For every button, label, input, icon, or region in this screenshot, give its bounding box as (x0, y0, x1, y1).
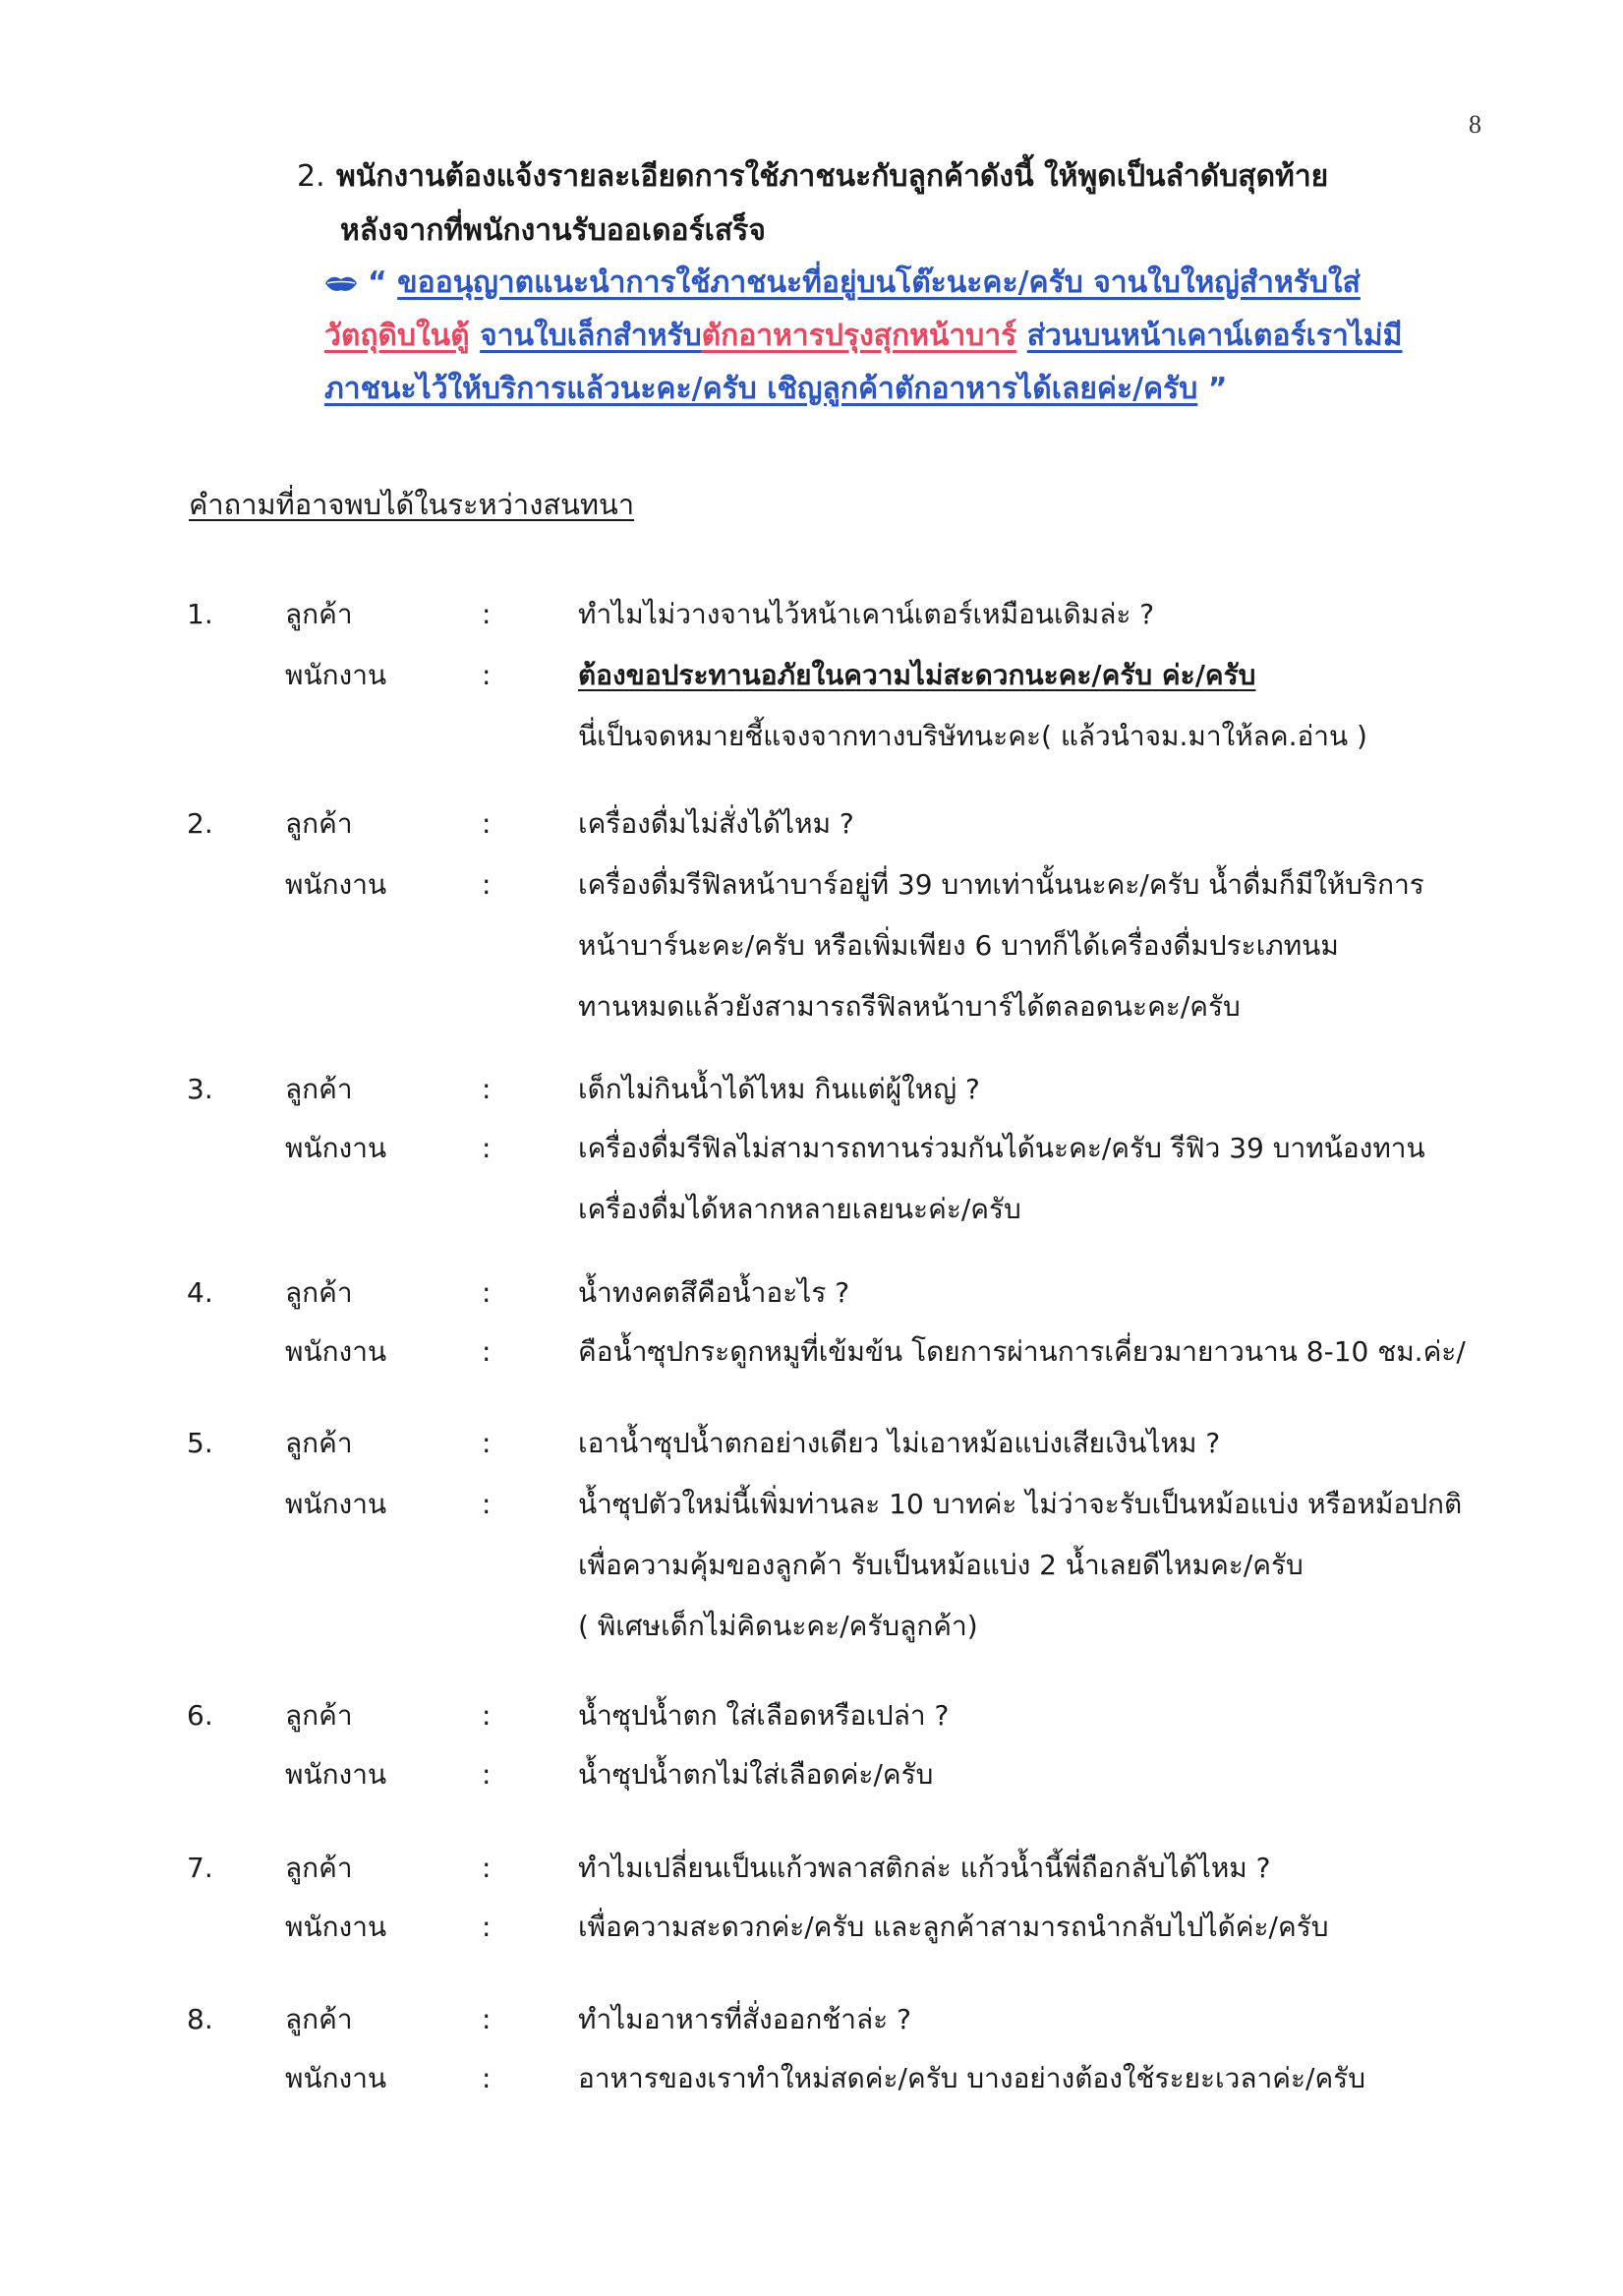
qa-number: 4. (187, 1276, 213, 1309)
customer-label: ลูกค้า (285, 1276, 353, 1309)
answer-line: เครื่องดื่มรีฟิลหน้าบาร์อยู่ที่ 39 บาทเท่านั้นนะคะ/ครับ น้ำดื่มก็มีให้บริการ (578, 868, 1424, 901)
staff-label: พนักงาน (285, 868, 387, 901)
question-text: ทำไมอาหารที่สั่งออกช้าล่ะ ? (578, 2003, 911, 2035)
lips-icon (324, 266, 358, 301)
question-text: น้ำซุปน้ำตก ใส่เลือดหรือเปล่า ? (578, 1699, 950, 1732)
intro-line-1 (297, 149, 1516, 204)
colon: : (482, 1335, 492, 1368)
staff-label: พนักงาน (285, 1758, 387, 1791)
answer-line: เครื่องดื่มได้หลากหลายเลยนะค่ะ/ครับ (578, 1193, 1021, 1225)
question-text: เครื่องดื่มไม่สั่งได้ไหม ? (578, 807, 854, 840)
staff-label: พนักงาน (285, 1911, 387, 1943)
answer-line: ทานหมดแล้วยังสามารถรีฟิลหน้าบาร์ได้ตลอดนะคะ/ครับ (578, 990, 1241, 1023)
section-heading: คำถามที่อาจพบได้ในระหว่างสนทนา (189, 488, 635, 521)
colon: : (482, 659, 492, 691)
qa-number: 3. (187, 1073, 213, 1105)
answer-line: อาหารของเราทำใหม่สดค่ะ/ครับ บางอย่างต้องใช้ระยะเวลาค่ะ/ครับ (578, 2062, 1365, 2094)
intro-text-1: พนักงานต้องแจ้งรายละเอียดการใช้ภาชนะกับลูกค้าดังนี้ ให้พูดเป็นลำดับสุดท้าย (336, 159, 1329, 194)
colon: : (482, 1758, 492, 1791)
answer-line: เพื่อความสะดวกค่ะ/ครับ และลูกค้าสามารถนำกลับไปได้ค่ะ/ครับ (578, 1911, 1329, 1943)
colon: : (482, 1852, 492, 1884)
page-number: 8 (1469, 110, 1481, 139)
colon: : (482, 1488, 492, 1520)
colon: : (482, 2062, 492, 2094)
customer-label: ลูกค้า (285, 1073, 353, 1105)
staff-label: พนักงาน (285, 659, 387, 691)
intro-section (297, 149, 1516, 258)
customer-label: ลูกค้า (285, 807, 353, 840)
answer-line: คือน้ำซุปกระดูกหมูที่เข้มข้น โดยการผ่านการเคี่ยวมายาวนาน 8-10 ชม.ค่ะ/ (578, 1335, 1466, 1368)
staff-label: พนักงาน (285, 1132, 387, 1164)
customer-label: ลูกค้า (285, 2003, 353, 2035)
answer-line: เพื่อความคุ้มของลูกค้า รับเป็นหม้อแบ่ง 2 น้ำเลยดีไหมคะ/ครับ (578, 1549, 1304, 1581)
answer-line: นี่เป็นจดหมายชี้แจงจากทางบริษัทนะคะ( แล้วนำจม.มาให้ลค.อ่าน ) (578, 720, 1367, 752)
qa-number: 7. (187, 1852, 213, 1884)
question-text: น้ำทงคตสึคือน้ำอะไร ? (578, 1276, 850, 1309)
script-segment-1: ขออนุญาตแนะนำการใช้ภาชนะที่อยู่บนโต๊ะนะคะ/ครับ จานใบใหญ่สำหรับใส่ (397, 265, 1361, 300)
answer-line: น้ำซุปน้ำตกไม่ใส่เลือดค่ะ/ครับ (578, 1758, 934, 1791)
answer-line-emphasis: ต้องขอประทานอภัยในความไม่สะดวกนะคะ/ครับ ค่ะ/ครับ (578, 659, 1256, 691)
qa-number: 6. (187, 1699, 213, 1732)
qa-number: 1. (187, 598, 213, 630)
staff-label: พนักงาน (285, 2062, 387, 2094)
answer-line: ( พิเศษเด็กไม่คิดนะคะ/ครับลูกค้า) (578, 1610, 978, 1642)
colon: : (482, 1427, 492, 1459)
close-quote: ” (1207, 372, 1228, 406)
script-segment-5: ส่วนบนหน้าเคาน์เตอร์เราไม่มี (1026, 319, 1403, 353)
open-quote: “ (368, 265, 387, 300)
question-text: เอาน้ำซุปน้ำตกอย่างเดียว ไม่เอาหม้อแบ่งเสียเงินไหม ? (578, 1427, 1221, 1459)
colon: : (482, 1911, 492, 1943)
intro-line-2 (297, 204, 1516, 258)
staff-label: พนักงาน (285, 1335, 387, 1368)
script-segment-3: จานใบเล็กสำหรับ (480, 319, 702, 353)
qa-number: 8. (187, 2003, 213, 2035)
script-line-3 (324, 366, 1227, 412)
script-line-2 (324, 313, 1402, 359)
qa-number: 5. (187, 1427, 213, 1459)
colon: : (482, 1699, 492, 1732)
customer-label: ลูกค้า (285, 598, 353, 630)
colon: : (482, 1132, 492, 1164)
intro-text-2: หลังจากที่พนักงานรับออเดอร์เสร็จ (340, 213, 766, 248)
answer-line: น้ำซุปตัวใหม่นี้เพิ่มท่านละ 10 บาทค่ะ ไม่ว่าจะรับเป็นหม้อแบ่ง หรือหม้อปกติ (578, 1488, 1463, 1520)
customer-label: ลูกค้า (285, 1427, 353, 1459)
script-segment-6: ภาชนะไว้ให้บริการแล้วนะคะ/ครับ เชิญลูกค้าตักอาหารได้เลยค่ะ/ครับ (324, 372, 1198, 406)
colon: : (482, 807, 492, 840)
question-text: ทำไมเปลี่ยนเป็นแก้วพลาสติกล่ะ แก้วน้ำนี้พี่ถือกลับได้ไหม ? (578, 1852, 1271, 1884)
script-segment-4: ตักอาหารปรุงสุกหน้าบาร์ (701, 319, 1017, 353)
question-text: ทำไมไม่วางจานไว้หน้าเคาน์เตอร์เหมือนเดิมล่ะ ? (578, 598, 1155, 630)
answer-line: เครื่องดื่มรีฟิลไม่สามารถทานร่วมกันได้นะคะ/ครับ รีฟิว 39 บาทน้องทาน (578, 1132, 1425, 1164)
script-segment-2: วัตถุดิบในตู้ (324, 319, 470, 353)
colon: : (482, 868, 492, 901)
colon: : (482, 2003, 492, 2035)
customer-label: ลูกค้า (285, 1852, 353, 1884)
question-text: เด็กไม่กินน้ำได้ไหม กินแต่ผู้ใหญ่ ? (578, 1073, 980, 1105)
colon: : (482, 1073, 492, 1105)
colon: : (482, 598, 492, 630)
answer-line: หน้าบาร์นะคะ/ครับ หรือเพิ่มเพียง 6 บาทก็ได้เครื่องดื่มประเภทนม (578, 929, 1339, 962)
qa-number: 2. (187, 807, 213, 840)
colon: : (482, 1276, 492, 1309)
script-line-1 (324, 260, 1361, 306)
customer-label: ลูกค้า (285, 1699, 353, 1732)
intro-number: 2. (297, 159, 325, 194)
staff-label: พนักงาน (285, 1488, 387, 1520)
